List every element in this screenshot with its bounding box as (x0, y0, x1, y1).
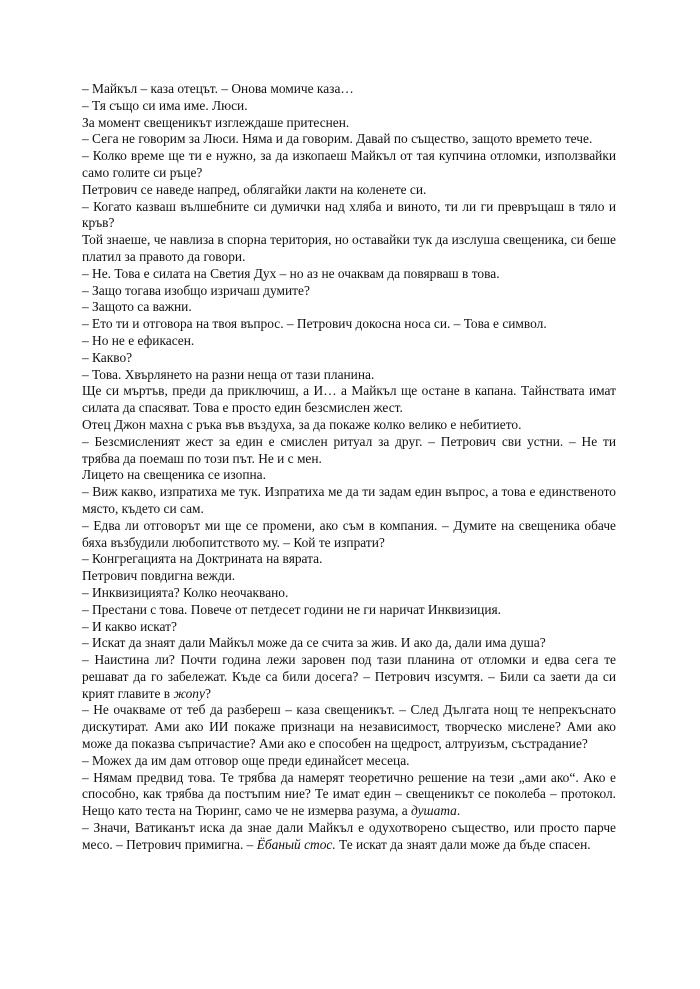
paragraph-text: – Когато казваш вълшебните си думички над хляба и виното, ти ли ги превръщаш в тяло и кръв? (82, 198, 616, 231)
paragraph (82, 333, 616, 350)
paragraph (82, 619, 616, 636)
paragraph (82, 568, 616, 585)
paragraph (82, 316, 616, 333)
paragraph (82, 434, 616, 468)
paragraph-text: – Майкъл – каза отецът. – Онова момиче каза… (82, 81, 354, 96)
paragraph (82, 652, 616, 702)
paragraph-text: – Тя също си има име. Люси. (82, 97, 248, 113)
paragraph-text: – Но не е ефикасен. (82, 332, 195, 348)
paragraph-text: – Едва ли отговорът ми ще се промени, ако съм в компания. – Думите на свещеника обаче бяха възбудили любопитството му. – Кой те изпрати? (82, 517, 616, 550)
paragraph (82, 283, 616, 300)
paragraph-text: – Наистина ли? Почти година лежи заровен под тази планина от отломки и едва сега те решават да го забележат. Къде са били досега? – Петрович изсумтя. – Били са заети да си крият главите в (82, 652, 616, 701)
paragraph-text: – Защото са важни. (82, 299, 192, 315)
paragraph-text: Той знаеше, че навлиза в спорна територия, но оставайки тук да изслуша свещеника, си беше платил за правото да говори. (82, 232, 616, 264)
italic-text: душата (410, 803, 457, 819)
paragraph-text: – Престани с това. Повече от петдесет години не ги наричат Инквизиция. (82, 601, 502, 617)
paragraph-text: – Искат да знаят дали Майкъл може да се счита за жив. И ако да, дали има душа? (82, 635, 546, 651)
paragraph (82, 299, 616, 316)
paragraph-text: – Какво? (82, 349, 133, 365)
paragraph-text: – Не очакваме от теб да разбереш – каза свещеникът. – След Дългата нощ те непрекъснато дискутират. Ами ако ИИ покаже признаци на независимост, творческо мислене? Ами ако може да показва съпричастие? Ами ако е способен на щедрост, алтруизъм, състрадание? (82, 702, 616, 752)
paragraph-text: – Безсмисленият жест за един е смислен ритуал за друг. – Петрович сви устни. – Не ти трябва да поемаш по този път. Не и с мен. (82, 433, 616, 466)
paragraph (82, 367, 616, 384)
paragraph (82, 467, 616, 484)
paragraph-text: Те искат да знаят дали може да бъде спасен. (335, 836, 591, 852)
paragraph (82, 199, 616, 233)
paragraph (82, 148, 616, 182)
italic-text: жопу (173, 685, 205, 701)
paragraph (82, 770, 616, 820)
paragraph (82, 702, 616, 752)
paragraph (82, 350, 616, 367)
paragraph-text: Петрович се наведе напред, облягайки лакти на коленете си. (82, 181, 427, 197)
paragraph-text: ? (204, 685, 211, 701)
paragraph-text: – Можех да им дам отговор още преди единайсет месеца. (82, 752, 410, 768)
paragraph (82, 115, 616, 132)
paragraph (82, 81, 616, 98)
document-page (82, 81, 616, 854)
paragraph (82, 232, 616, 266)
paragraph-text: – Значи, Ватиканът иска да знае дали Майкъл е одухотворено същество, или просто парче месо. – Петрович примигна. – (82, 820, 616, 852)
paragraph (82, 820, 616, 854)
paragraph (82, 585, 616, 602)
paragraph-text: Петрович повдигна вежди. (82, 568, 236, 584)
paragraph-text: – Ето ти и отговора на твоя въпрос. – Петрович докосна носа си. – Това е символ. (82, 316, 547, 332)
paragraph-text: – Това. Хвърлянето на разни неща от тази планина. (82, 366, 375, 382)
paragraph (82, 635, 616, 652)
paragraph-text: – Виж какво, изпратиха ме тук. Изпратиха ме да ти задам един въпрос, а това е единственото място, където си сам. (82, 484, 616, 516)
paragraph-text: – Сега не говорим за Люси. Няма и да говорим. Давай по същество, защото времето тече. (82, 131, 593, 147)
paragraph-text: Ще си мъртъв, преди да приключиш, а И… а Майкъл ще остане в капана. Тайнствата имат силата да спасяват. Това е просто един безсмислен жест. (82, 383, 616, 416)
paragraph (82, 753, 616, 770)
paragraph (82, 551, 616, 568)
paragraph-text: – Не. Това е силата на Светия Дух – но аз не очаквам да повярваш в това. (82, 265, 500, 281)
paragraph-text: – Конгрегацията на Доктрината на вярата. (82, 551, 323, 567)
paragraph (82, 484, 616, 518)
paragraph-text: Отец Джон махна с ръка във въздуха, за да покаже колко велико е небитието. (82, 416, 522, 432)
paragraph (82, 266, 616, 283)
italic-text: Ёбаный стос. (256, 836, 336, 852)
paragraph-text: За момент свещеникът изглеждаше притеснен. (82, 114, 350, 130)
paragraph-text: – Защо тогава изобщо изричаш думите? (82, 282, 310, 298)
paragraph (82, 182, 616, 199)
paragraph (82, 383, 616, 417)
paragraph-text: . (456, 803, 461, 819)
paragraph-text: Лицето на свещеника се изопна. (82, 467, 266, 483)
paragraph (82, 131, 616, 148)
paragraph (82, 602, 616, 619)
paragraph-text: – Инквизицията? Колко неочаквано. (82, 584, 289, 600)
paragraph-text: – Колко време ще ти е нужно, за да изкопаеш Майкъл от тая купчина отломки, използвайки само голите си ръце? (82, 148, 616, 180)
paragraph (82, 518, 616, 552)
paragraph-text: – Нямам предвид това. Те трябва да намерят теоретично решение на тези „ами ако“. Ако е способно, как трябва да постъпим ние? Те имат един – свещеникът се поколеба – протокол. Нещо като теста на Тюринг, само че не измерва разума, а (82, 769, 616, 819)
paragraph-text: – И какво искат? (82, 618, 177, 634)
paragraph (82, 98, 616, 115)
paragraph (82, 417, 616, 434)
